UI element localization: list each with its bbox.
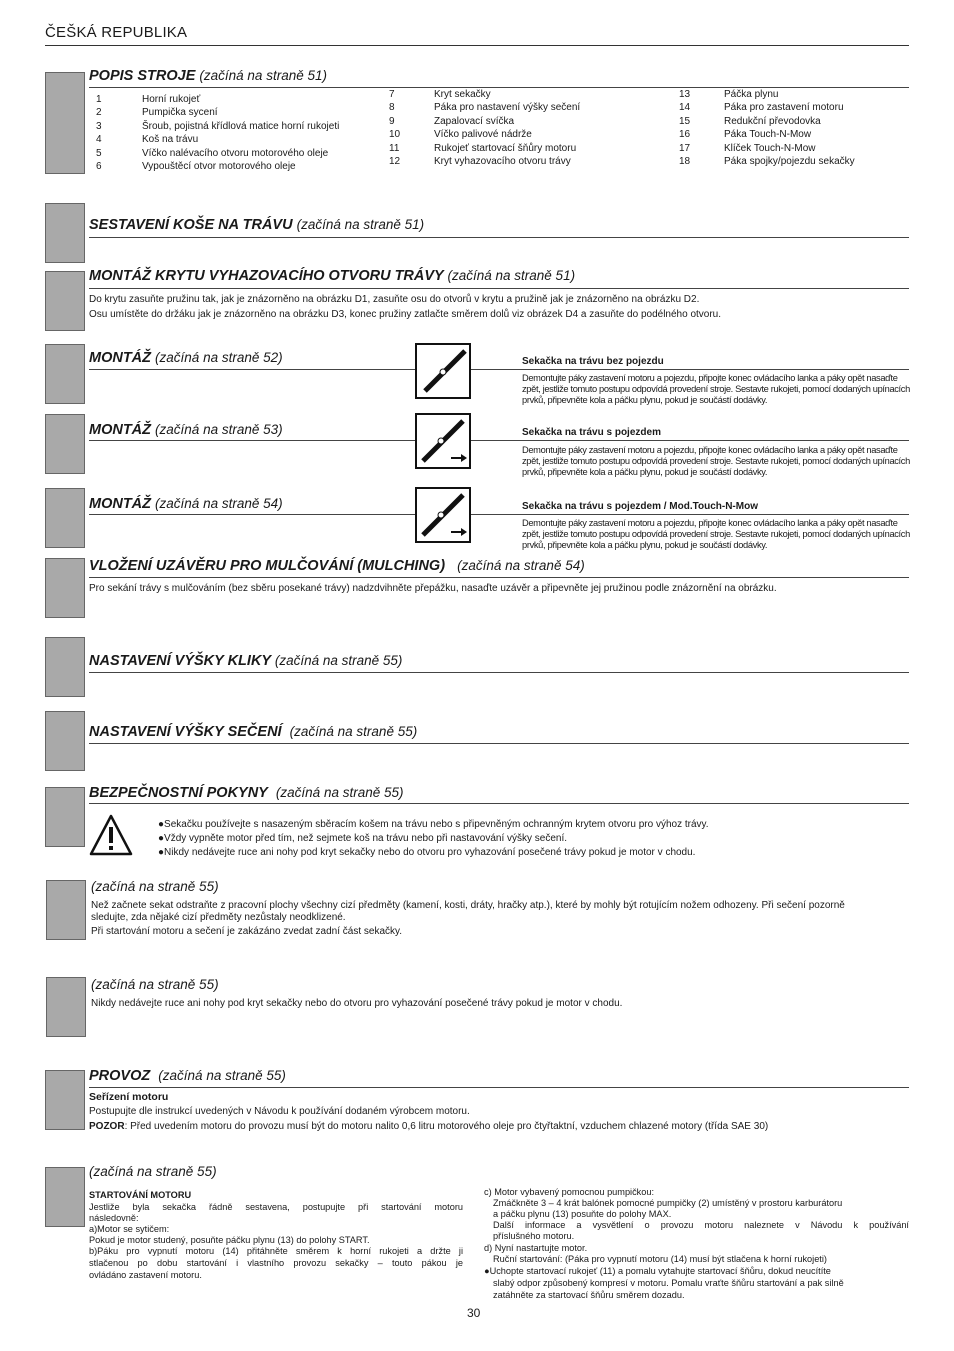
start-left-line: ovládáno zastavení motoru.: [89, 1270, 202, 1280]
part-number: 2: [96, 107, 102, 119]
parts-list-item: [389, 88, 580, 101]
part-number: 1: [96, 94, 102, 105]
montaz-text: Demontujte páky zastavení motoru a pojezdu, připojte konec ovládacího lanka a páky opět nasaďte zpět, jestliže tomuto postupu odpovídá provedení stroje. Sestavte rukojeti, pomocí dodaných upínacích prvků, připevněte kola a páčku plynu, pokud je součástí dodávky.: [522, 445, 910, 478]
parts-list-item: [96, 133, 339, 146]
bullet-dot-icon: ●: [158, 833, 165, 844]
part-number: 6: [96, 161, 102, 173]
montaz-text: Demontujte páky zastavení motoru a pojezdu, připojte konec ovládacího lanka a páky opět nasaďte zpět, jestliže tomuto postupu odpovídá provedení stroje. Sestavte rukojeti, pomocí dodaných upínacích prvků, připevněte kola a páčku plynu, pokud je součástí dodávky.: [522, 518, 910, 551]
part-number: 11: [389, 142, 400, 154]
parts-list-item: [96, 93, 339, 106]
section-marker: [45, 414, 85, 474]
parts-list-item: [389, 115, 580, 128]
start-left-line: a)Motor se sytičem:: [89, 1224, 170, 1234]
start-heading: STARTOVÁNÍ MOTORU: [89, 1190, 192, 1200]
part-name: Koš na trávu: [142, 134, 199, 146]
start-right-line: ●Uchopte startovací rukojeť (11) a pomalu vytahujte startovací šňůru, dokud neucítíte: [484, 1266, 831, 1276]
page-header: ČEŠKÁ REPUBLIKA: [45, 24, 188, 41]
start-right-line: slabý odpor způsobený kompresí v motoru. Pomalu vraťte šňůru startování a pak silně: [493, 1278, 844, 1288]
bullet-dot-icon: ●: [484, 1266, 490, 1276]
section-rule: [89, 440, 909, 441]
section-title-55a: (začíná na straně 55): [91, 879, 219, 894]
section-rule: [89, 577, 909, 578]
section-marker: [45, 203, 85, 263]
provoz-line-1: Postupujte dle instrukcí uvedených v Návodu k používání dodaném výrobcem motoru.: [89, 1106, 470, 1117]
parts-list-col3: [679, 88, 855, 168]
start-right-line: Zmáčkněte 3 – 4 krát balónek pomocné pumpičky (2) umístěný v prostoru karburátoru: [493, 1198, 843, 1208]
part-number: 4: [96, 134, 102, 146]
part-number: 17: [679, 142, 691, 154]
part-name: Horní rukojeť: [142, 94, 201, 105]
part-number: 16: [679, 129, 691, 141]
section-marker: [46, 977, 86, 1037]
part-number: 13: [679, 89, 691, 100]
start-right-line: d) Nyní nastartujte motor.: [484, 1243, 588, 1253]
section-rule: [89, 672, 909, 673]
bullet-dot-icon: ●: [158, 847, 165, 858]
sec55b-text: Nikdy nedávejte ruce ani nohy pod kryt sekačky nebo do otvoru pro vyhazování posečené trávy pokud je motor v chodu.: [91, 998, 623, 1009]
section-rule: [89, 1087, 909, 1088]
montaz-heading: Sekačka na trávu bez pojezdu: [522, 356, 664, 367]
mulching-text: Pro sekání trávy s mulčováním (bez sběru posekané trávy) nadzdvihněte přepážku, nasaďte uzávěr a připevněte jej pružinou podle znázornění na obrázku.: [89, 583, 777, 594]
section-title-provoz: PROVOZ (začíná na straně 55): [89, 1068, 286, 1084]
section-rule: [89, 514, 909, 515]
part-number: 5: [96, 147, 102, 159]
start-right-line: zatáhněte za startovací šňůru směrem dozadu.: [493, 1290, 685, 1300]
part-name: Kryt vyhazovacího otvoru trávy: [434, 156, 571, 168]
sec55a-line-2: sledujte, zda nějaké cizí předměty nezůstaly neodklizené.: [91, 912, 346, 923]
mount-diagram-icon: [415, 413, 471, 469]
section-title-krytu: MONTÁŽ KRYTU VYHAZOVACÍHO OTVORU TRÁVY (začíná na straně 51): [89, 268, 576, 284]
section-marker: [45, 637, 85, 697]
mount-diagram-icon: [415, 487, 471, 543]
part-name: Zapalovací svíčka: [434, 115, 515, 127]
sec55a-line-3: Při startování motoru a sečení je zakázáno zvedat zadní část sekačky.: [91, 926, 403, 937]
section-title-montaz-53: MONTÁŽ (začíná na straně 53): [89, 422, 283, 438]
section-marker: [45, 558, 85, 618]
mount-diagram-icon: [415, 343, 471, 399]
part-name: Páka pro zastavení motoru: [724, 102, 844, 114]
part-name: Vypouštěcí otvor motorového oleje: [142, 161, 296, 173]
parts-list-item: [389, 128, 580, 141]
section-title-montaz-52: MONTÁŽ (začíná na straně 52): [89, 350, 283, 366]
bullet-item: ●Vždy vypněte motor před tím, než sejmete koš na trávu nebo při nastavování výšky sečení.: [158, 833, 568, 844]
part-number: 10: [389, 129, 401, 141]
section-title-55b: (začíná na straně 55): [91, 977, 219, 992]
section-title-sestaveni: SESTAVENÍ KOŠE NA TRÁVU (začíná na straně 51): [89, 217, 425, 233]
parts-list-item: [96, 106, 339, 119]
part-name: Páčka plynu: [724, 89, 779, 100]
header-divider: [45, 45, 909, 46]
part-name: Víčko palivové nádrže: [434, 129, 532, 141]
montaz-heading: Sekačka na trávu s pojezdem / Mod.Touch-N-Mow: [522, 501, 758, 512]
parts-list-item: [96, 147, 339, 160]
start-left-line: b)Páku pro vypnutí motoru (14) přitáhněte směrem k horní rukojeti a držte ji: [89, 1246, 463, 1256]
parts-list-item: [679, 155, 855, 168]
part-name: Redukční převodovka: [724, 115, 821, 127]
parts-list-item: [679, 128, 855, 141]
start-left-line: Jestliže byla sekačka řádně sestavena, postupujte při startování motoru: [89, 1202, 463, 1212]
provoz-subheading: Seřízení motoru: [89, 1091, 169, 1103]
montaz-text: Demontujte páky zastavení motoru a pojezdu, připojte konec ovládacího lanka a páky opět nasaďte zpět, jestliže tomuto postupu odpovídá provedení stroje. Sestavte rukojeti, pomocí dodaných upínacích prvků, připevněte kola a páčku plynu, pokud je součástí dodávky.: [522, 373, 910, 406]
part-number: 15: [679, 115, 691, 127]
section-title-start: (začíná na straně 55): [89, 1164, 217, 1179]
part-name: Klíček Touch-N-Mow: [724, 142, 816, 154]
part-number: 14: [679, 102, 691, 114]
part-name: Šroub, pojistná křídlová matice horní rukojeti: [142, 120, 340, 132]
start-right-line: Další informace a vysvětlení o provozu motoru naleznete v Návodu k používání: [493, 1220, 909, 1230]
start-right-line: c) Motor vybavený pomocnou pumpičkou:: [484, 1187, 655, 1197]
part-name: Kryt sekačky: [434, 89, 491, 100]
parts-list-item: [389, 155, 580, 168]
parts-list-item: [96, 160, 339, 173]
montaz-heading: Sekačka na trávu s pojezdem: [522, 427, 661, 438]
section-marker: [45, 1070, 85, 1130]
parts-list-col1: [96, 93, 339, 173]
provoz-pozor: POZOR: Před uvedením motoru do provozu musí být do motoru nalito 0,6 litru motorového oleje pro čtyřtaktní, vzduchem chlazené motory (třída SAE 30): [89, 1121, 769, 1132]
part-name: Víčko nalévacího otvoru motorového oleje: [142, 147, 329, 159]
start-left-line: stlačenou po dobu startování i vlastního provozu sekačky – touto pákou je: [89, 1258, 463, 1268]
section-rule: [89, 743, 909, 744]
section-rule: [89, 369, 909, 370]
start-right-line: a páčku plynu (13) posuňte do polohy MAX.: [493, 1209, 672, 1219]
section-rule: [89, 288, 909, 289]
section-rule: [89, 803, 909, 804]
krytu-line-2: Osu umístěte do držáku jak je znázorněno na obrázku D3, konec pružiny zatlačte směrem dolů viz obrázek D4 a zasuňte do podélného otvoru.: [89, 309, 722, 320]
section-title-mulching: VLOŽENÍ UZÁVĚRU PRO MULČOVÁNÍ (MULCHING) (začíná na straně 54): [89, 558, 585, 574]
section-marker: [45, 344, 85, 404]
section-marker: [46, 880, 86, 940]
part-number: 8: [389, 102, 395, 114]
sec55a-line-1: Než začnete sekat odstraňte z pracovní plochy všechny cizí předměty (kamení, kosti, dráty, hračky atp.), které by mohly být rotujícím nožem odhozeny. Při sečení pozorně: [91, 900, 845, 911]
section-title-montaz-54: MONTÁŽ (začíná na straně 54): [89, 496, 283, 512]
section-marker: [45, 711, 85, 771]
part-name: Rukojeť startovací šňůry motoru: [434, 142, 577, 154]
parts-list-item: [389, 142, 580, 155]
section-title-kliky: NASTAVENÍ VÝŠKY KLIKY (začíná na straně 55): [89, 653, 403, 669]
warning-triangle-icon: [88, 813, 134, 862]
part-number: 12: [389, 156, 401, 168]
parts-list-item: [679, 88, 855, 101]
parts-list-col2: [389, 88, 580, 168]
section-marker: [45, 271, 85, 331]
page-number: 30: [467, 1306, 481, 1320]
section-title-popis: POPIS STROJE (začíná na straně 51): [89, 68, 327, 84]
part-number: 7: [389, 89, 395, 100]
section-marker: [45, 787, 85, 847]
part-number: 3: [96, 120, 102, 132]
start-left-line: následovně:: [89, 1213, 139, 1223]
part-name: Páka Touch-N-Mow: [724, 129, 812, 141]
part-name: Pumpička sycení: [142, 107, 218, 119]
bullet-item: ●Nikdy nedávejte ruce ani nohy pod kryt sekačky nebo do otvoru pro vyhazování posečené trávy pokud je motor v chodu.: [158, 847, 696, 858]
parts-list-item: [679, 142, 855, 155]
krytu-line-1: Do krytu zasuňte pružinu tak, jak je znázorněno na obrázku D1, zasuňte osu do otvorů v krytu a pružině jak je znázorněno na obrázku D2.: [89, 294, 700, 305]
parts-list-item: [679, 101, 855, 114]
part-number: 9: [389, 115, 395, 127]
section-marker: [45, 72, 85, 174]
start-left-line: Pokud je motor studený, posuňte páčku plynu (13) do polohy START.: [89, 1235, 370, 1245]
bullet-dot-icon: ●: [158, 819, 165, 830]
start-right-line: Ruční startování: (Páka pro vypnutí motoru (14) musí být stlačena k horní rukojeti): [493, 1254, 827, 1264]
parts-list-item: [679, 115, 855, 128]
bullet-item: ●Sekačku používejte s nasazeným sběracím košem na trávu nebo s připevněným ochranným krytem otvoru pro výhoz trávy.: [158, 819, 709, 830]
part-name: Páka spojky/pojezdu sekačky: [724, 156, 855, 168]
parts-list-item: [96, 120, 339, 133]
section-title-seceni: NASTAVENÍ VÝŠKY SEČENÍ (začíná na straně 55): [89, 724, 418, 740]
section-marker: [45, 488, 85, 548]
section-title-bezpec: BEZPEČNOSTNÍ POKYNY (začíná na straně 55): [89, 785, 404, 801]
start-right-line: příslušného motoru.: [493, 1231, 575, 1241]
parts-list-item: [389, 101, 580, 114]
part-number: 18: [679, 156, 691, 168]
section-marker: [45, 1167, 85, 1227]
part-name: Páka pro nastavení výšky sečení: [434, 102, 581, 114]
section-rule: [89, 237, 909, 238]
